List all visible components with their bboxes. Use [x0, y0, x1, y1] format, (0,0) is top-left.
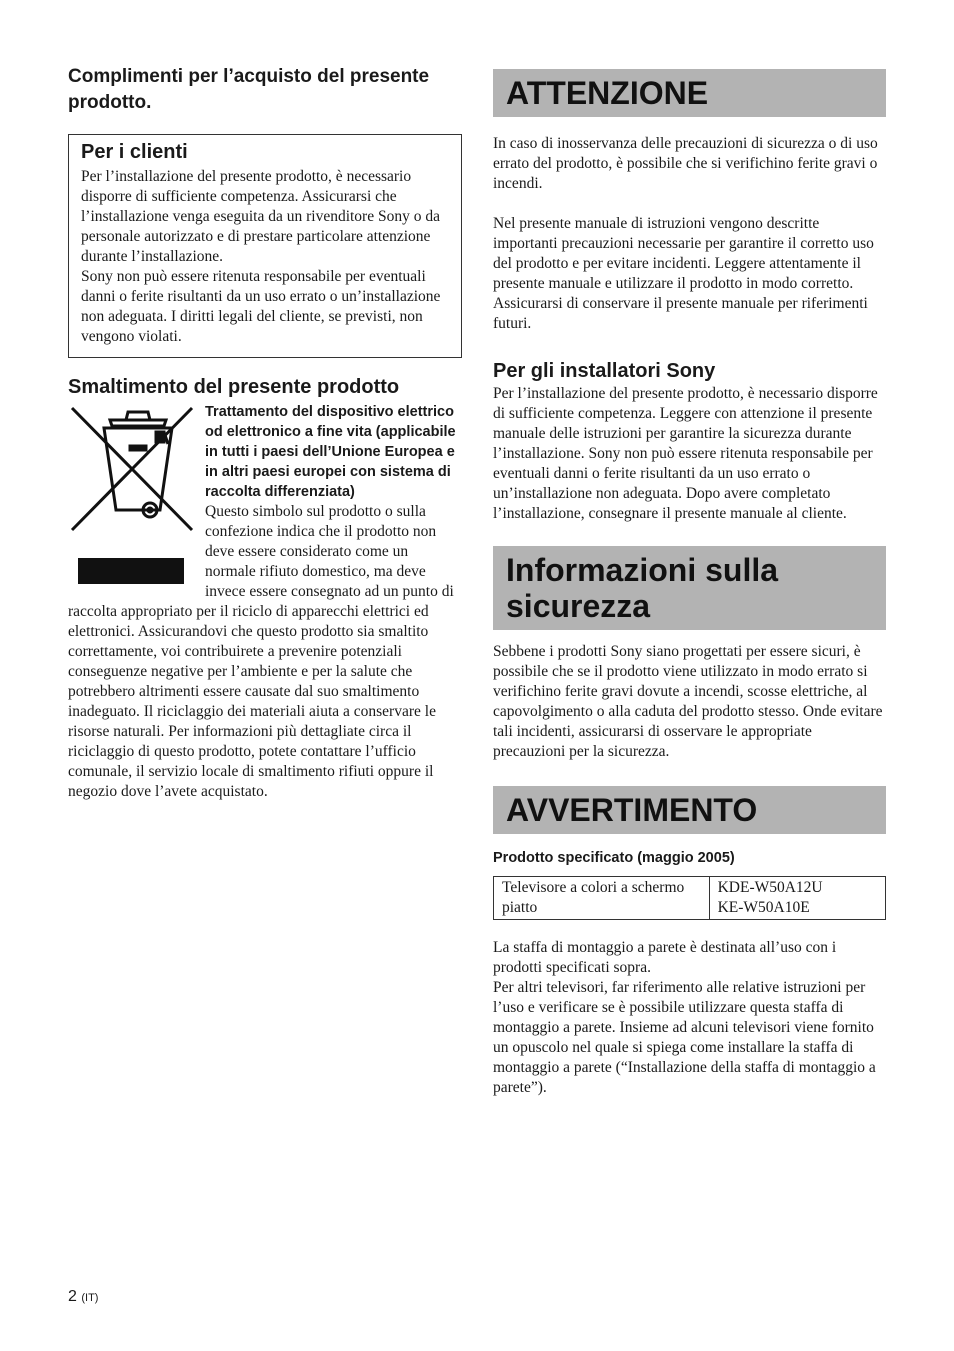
installers-body: Per l’installazione del presente prodotto, è necessario disporre di sufficiente competenza. Leggere con attenzione il presente manuale delle istruzioni per garantire la sicurezza durante l’installazione. Sony non può essere ritenuta responsabile per eventuali danni o ferite risultanti da un uso errato o un’installazione non adeguata. Dopo avere completato l’installazione, consegnare il presente manuale al cliente.	[493, 385, 878, 522]
right-column	[493, 69, 886, 1098]
page-number	[68, 1288, 98, 1306]
customer-notice-paragraph-2: Sony non può essere ritenuta responsabile per eventuali danni o ferite risultanti da un uso errato o un’installazione non adeguata. I diritti legali del cliente, se previsti, non vengono violati.	[81, 268, 441, 345]
safety-title: Informazioni sulla sicurezza	[506, 552, 779, 624]
attenzione-paragraph-1: In caso di inosservanza delle precauzioni di sicurezza o di uso errato del prodotto, è possibile che si verifichino ferite gravi o incendi.	[493, 135, 878, 192]
disposal-title: Smaltimento del presente prodotto	[68, 376, 400, 398]
disposal-section	[68, 402, 462, 802]
safety-body: Sebbene i prodotti Sony siano progettati per essere sicuri, è possibile che se il prodotto viene utilizzato in modo errato si verifichino ferite gravi dovute a incendi, scosse elettriche, al capovolgimento o alla caduta del prodotto stesso. Onde evitare tali incidenti, assicurarsi di osservare le appropriate precauzioni per la sicurezza.	[493, 643, 883, 760]
installers-title: Per gli installatori Sony	[493, 360, 716, 382]
avvertimento-title: AVVERTIMENTO	[506, 792, 758, 828]
attenzione-title: ATTENZIONE	[506, 75, 709, 111]
model-2: KE-W50A10E	[717, 899, 810, 916]
specified-product-table	[493, 876, 886, 920]
page-language: (IT)	[81, 1292, 99, 1304]
model-cell	[709, 877, 885, 920]
page-number-value: 2	[68, 1288, 77, 1305]
disposal-body: Questo simbolo sul prodotto o sulla confezione indica che il prodotto non deve essere considerato come un normale rifiuto domestico, ma deve invece essere consegnato ad un punto di raccolta appropriato per il riciclo di apparecchi elettrici ed elettronici. Assicurandovi che questo prodotto sia smaltito correttamente, voi contribuirete a prevenire potenziali conseguenze negative per l’ambiente e per la salute che potrebbero altrimenti essere causate dal suo smaltimento inadeguato. Il riciclaggio dei materiali aiuta a conservare le risorse naturali. Per informazioni più dettagliate circa il riciclaggio di questo prodotto, potete contattare l’ufficio comunale, il servizio locale di smaltimento rifiuti oppure il negozio dove l’avete acquistato.	[68, 503, 454, 800]
attenzione-paragraph-2: Nel presente manuale di istruzioni vengono descritte importanti precauzioni necessarie per garantire il corretto uso del prodotto e per evitare incidenti. Leggere attentamente il presente manuale e utilizzare il prodotto in modo corretto. Assicurarsi di conservare il presente manuale per riferimenti futuri.	[493, 215, 874, 332]
avvertimento-paragraph-2: Per altri televisori, far riferimento alle relative istruzioni per l’uso e verificare se è possibile utilizzare questa staffa di montaggio a parete. Insieme ad alcuni televisori viene fornito un opuscolo nel quale si spiega come installare la staffa di montaggio a parete (“Installazione della staffa di montaggio a parete”).	[493, 979, 876, 1096]
disposal-bold-heading: Trattamento del dispositivo elettrico od elettronico a fine vita (applicabile in tutti i paesi dell’Unione Europea e in altri paesi europei con sistema di raccolta differenziata)	[205, 404, 456, 500]
safety-banner	[493, 546, 886, 630]
intro-heading: Complimenti per l’acquisto del presente prodotto.	[68, 66, 430, 113]
customer-notice-title: Per i clienti	[81, 141, 188, 163]
left-column	[68, 64, 462, 802]
customer-notice-box	[68, 134, 462, 358]
specified-product-title: Prodotto specificato (maggio 2005)	[493, 850, 735, 866]
product-cell: Televisore a colori a schermo piatto	[494, 877, 710, 920]
attenzione-banner	[493, 69, 886, 117]
customer-notice-paragraph-1: Per l’installazione del presente prodotto, è necessario disporre di sufficiente competenza. Assicurarsi che l’installazione venga eseguita da un rivenditore Sony o da personale autorizzato e di prestare particolare attenzione durante l’installazione.	[81, 168, 440, 265]
model-1: KDE-W50A12U	[717, 879, 823, 896]
avvertimento-paragraph-1: La staffa di montaggio a parete è destinata all’uso con i prodotti specificati sopra.	[493, 939, 837, 976]
avvertimento-banner	[493, 786, 886, 834]
crossed-out-wheelie-bin-icon	[68, 402, 200, 586]
table-row	[494, 877, 886, 920]
